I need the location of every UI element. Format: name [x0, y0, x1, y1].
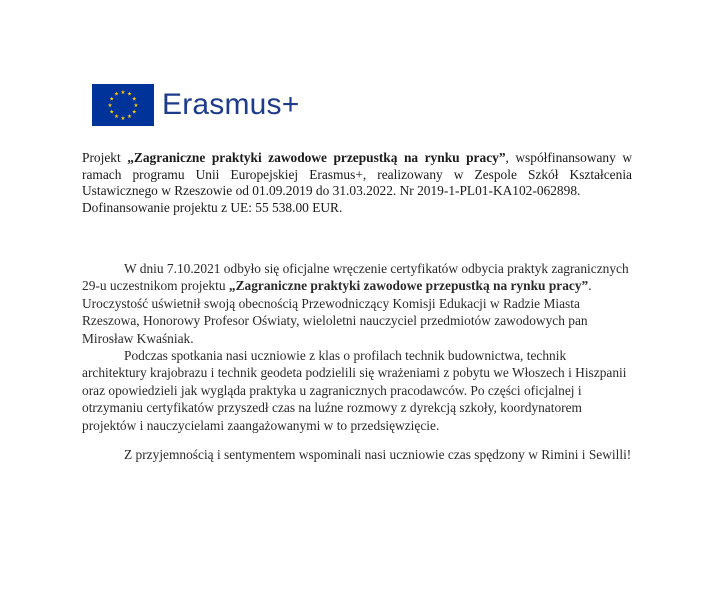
- eu-star: ★: [127, 114, 132, 121]
- eu-star: ★: [109, 109, 115, 116]
- eu-star: ★: [120, 89, 126, 96]
- paragraph-ceremony-text: W dniu 7.10.2021 odbyło się oficjalne wręczenie certyfikatów odbycia praktyk zagranicznych 29-u uczestnikom projektu: [82, 261, 629, 294]
- project-title-inline: „Zagraniczne praktyki zawodowe przepustką na rynku pracy”: [228, 278, 589, 294]
- eu-star: ★: [131, 109, 137, 116]
- project-prefix: Projekt: [82, 150, 128, 165]
- erasmus-logo: [92, 84, 299, 126]
- eu-star: ★: [114, 91, 119, 98]
- funding-line: Dofinansowanie projektu z UE: 55 538.00 EUR.: [82, 199, 343, 215]
- paragraph-meeting: Podczas spotkania nasi uczniowie z klas o profilach technik budownictwa, technik architektury krajobrazu i technik geodeta podzielili się wrażeniami z pobytu we Włoszech i Hiszpanii oraz opowiedzieli jak wygląda praktyka u zagranicznych pracodawców. Po części oficjalnej i otrzymaniu certyfikatów przyszedł czas na luźne rozmowy z dyrekcją szkoły, koordynatorem projektów i nauczycielami zaangażowanymi w to przedsięwzięcie.: [82, 348, 627, 433]
- eu-flag-icon: [92, 84, 154, 126]
- paragraph-ceremony-text-2: . Uroczystość uświetnił swoją obecnością Przewodniczący Komisji Edukacji w Radzie Miasta Rzeszowa, Honorowy Profesor Oświaty, wieloletni nauczyciel przedmiotów zawodowych pan Mirosław Kwaśniak.: [82, 278, 592, 346]
- eu-star: ★: [131, 96, 137, 103]
- project-title: „Zagraniczne praktyki zawodowe przepustką na rynku pracy”: [127, 150, 506, 165]
- project-description: , współfinansowany w ramach programu Unii Europejskiej Erasmus+, realizowany w Zespole Szkół Kształcenia Ustawicznego w Rzeszowie od 01.09.2019 do 31.03.2022. Nr 2019-1-PL01-KA102-062898.: [82, 150, 632, 198]
- eu-star: ★: [120, 115, 126, 122]
- eu-star: ★: [107, 102, 113, 109]
- eu-star: ★: [133, 102, 139, 109]
- logo-text: Erasmus+: [162, 88, 300, 121]
- article-body: [82, 260, 632, 463]
- eu-star: ★: [109, 96, 115, 103]
- eu-star: ★: [114, 114, 119, 121]
- eu-star: ★: [127, 91, 132, 98]
- paragraph-memories: Z przyjemnością i sentymentem wspominali nasi uczniowie czas spędzony w Rimini i Sewilli!: [124, 447, 632, 463]
- paragraph-ceremony: [82, 260, 632, 347]
- project-info: [82, 150, 632, 216]
